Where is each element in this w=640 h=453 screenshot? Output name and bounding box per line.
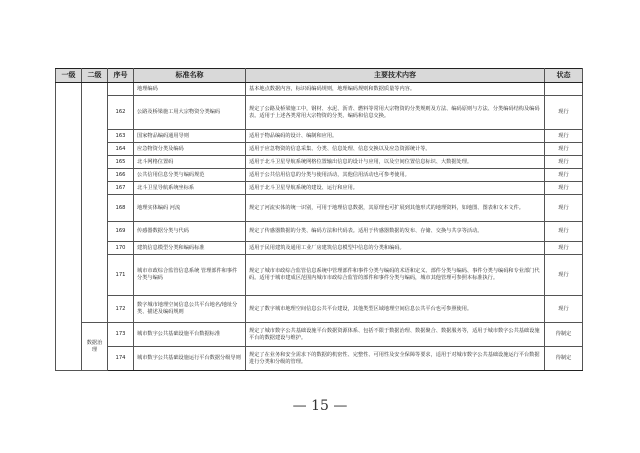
row-status: 待制定 — [545, 347, 583, 371]
row-seq: 168 — [108, 195, 134, 222]
row-seq: 164 — [108, 143, 134, 156]
row-status — [545, 83, 583, 96]
row-content: 基本地点数据内容，标识码编码规则，地理编码规则和数据质量等内容。 — [246, 83, 545, 96]
table-row — [56, 130, 583, 143]
row-name: 国家物品编码通用导则 — [134, 130, 246, 143]
row-seq: 174 — [108, 347, 134, 371]
row-content: 适用于物品编码的设计、编制和应用。 — [246, 130, 545, 143]
table-row — [56, 242, 583, 255]
row-content: 适用于公共信用信息的分类与使用活动，其他信用活动也可参考使用。 — [246, 169, 545, 182]
row-name: 数字城市地理空间信息公共平台地名/地址分类、描述及编码规则 — [134, 296, 246, 323]
row-content: 适用于北斗卫星导航系统的建设、运行和应用。 — [246, 182, 545, 195]
row-seq: 162 — [108, 96, 134, 130]
table-row — [56, 347, 583, 371]
table-row — [56, 169, 583, 182]
row-content: 规定了数字城市地理空间信息公共平台建设，其他类型区域地理空间信息公共平台也可参照使用。 — [246, 296, 545, 323]
row-content: 规定了公路及桥梁施工中，钢材、水泥、沥青、燃料等常用大宗物资的分类规则及方法、编码原则与方法、分类编码结构及编码表。适用于上述各类常用大宗物资的分类、编码和信息交换。 — [246, 96, 545, 130]
row-status: 待制定 — [545, 323, 583, 347]
table-row — [56, 143, 583, 156]
row-seq: 173 — [108, 323, 134, 347]
header-status: 状态 — [545, 69, 583, 83]
row-status: 现行 — [545, 169, 583, 182]
row-status: 现行 — [545, 96, 583, 130]
table-row — [56, 96, 583, 130]
row-seq: 172 — [108, 296, 134, 323]
table-row — [56, 156, 583, 169]
table-row — [56, 296, 583, 323]
row-status: 现行 — [545, 222, 583, 242]
row-status: 现行 — [545, 156, 583, 169]
row-seq: 166 — [108, 169, 134, 182]
header-seq: 序号 — [108, 69, 134, 83]
row-status: 现行 — [545, 255, 583, 296]
row-content: 适用于应急物资的信息采集、分类、信息处理、信息交换以及应急资源统计等。 — [246, 143, 545, 156]
row-seq: 170 — [108, 242, 134, 255]
level2-cell-empty — [82, 83, 108, 323]
row-name: 公路及桥梁施工用大宗物资分类编码 — [134, 96, 246, 130]
row-status: 现行 — [545, 242, 583, 255]
table-row — [56, 222, 583, 242]
row-status: 现行 — [545, 130, 583, 143]
table-row — [56, 83, 583, 96]
row-seq: 169 — [108, 222, 134, 242]
row-content: 适用于民用建筑及通用工业厂房建筑信息模型中信息的分类和编码。 — [246, 242, 545, 255]
row-content: 规定了河流实体的统一识别，可用于地理信息数据，其原理也可扩展到其他形式的地理资料，如地图、图表和文本文件。 — [246, 195, 545, 222]
row-seq: 163 — [108, 130, 134, 143]
row-status: 现行 — [545, 296, 583, 323]
row-content: 规定了在业务和安全需求下的数据的机密性、完整性、可用性及安全保障等要求，适用于对城市数字公共基础设施运行平台数据进行分类和分级的管理。 — [246, 347, 545, 371]
table-row — [56, 195, 583, 222]
level1-cell — [56, 83, 82, 371]
row-seq — [108, 83, 134, 96]
row-status: 现行 — [545, 143, 583, 156]
row-content: 规定了城市市政综合监管信息系统中管理部件和事件分类与编码的术语和定义、部件分类与编码、事件分类与编码和专业部门代码。适用于城市建成区范围内城市市政综合监管的部件和事件分类与编码，城市其他管理可参照本标准执行。 — [246, 255, 545, 296]
row-seq: 165 — [108, 156, 134, 169]
header-name: 标准名称 — [134, 69, 246, 83]
table-header-row — [56, 69, 583, 83]
row-content: 适用于北斗卫星导航系统网格位置输出信息的设计与应用，以及空间位置信息标识、大数据处理。 — [246, 156, 545, 169]
row-status: 现行 — [545, 195, 583, 222]
standards-table — [55, 68, 583, 371]
header-content: 主要技术内容 — [246, 69, 545, 83]
table-row — [56, 182, 583, 195]
table-row — [56, 255, 583, 296]
row-name: 城市数字公共基础设施平台数据标准 — [134, 323, 246, 347]
row-content: 规定了城市数字公共基础设施平台数据资源体系、包括不限于数据治理、数据聚合、数据服务等，适用于城市数字公共基础设施平台的数据建设与维护。 — [246, 323, 545, 347]
header-level2: 二级 — [82, 69, 108, 83]
row-seq: 167 — [108, 182, 134, 195]
row-name: 建筑信息模型分类和编码标准 — [134, 242, 246, 255]
row-name: 传感器数据分类与代码 — [134, 222, 246, 242]
page-number: — 15 — — [292, 398, 348, 414]
row-name: 地理实体编码 河流 — [134, 195, 246, 222]
header-level1: 一级 — [56, 69, 82, 83]
row-seq: 171 — [108, 255, 134, 296]
row-name: 应急物资分类及编码 — [134, 143, 246, 156]
row-name: 城市数字公共基础设施运行平台数据分级导则 — [134, 347, 246, 371]
row-name: 地理编码 — [134, 83, 246, 96]
level2-cell-data-governance: 数据治理 — [82, 323, 108, 371]
row-content: 规定了传感器数据的分类、编码方法和代码表。适用于传感器数据的发布、存储、交换与共享等活动。 — [246, 222, 545, 242]
row-status: 现行 — [545, 182, 583, 195]
table-row — [56, 323, 583, 347]
row-name: 城市市政综合监管信息系统 管理部件和事件分类与编码 — [134, 255, 246, 296]
row-name: 北斗卫星导航系统坐标系 — [134, 182, 246, 195]
row-name: 北斗网格位置码 — [134, 156, 246, 169]
row-name: 公共信用信息分类与编码规范 — [134, 169, 246, 182]
